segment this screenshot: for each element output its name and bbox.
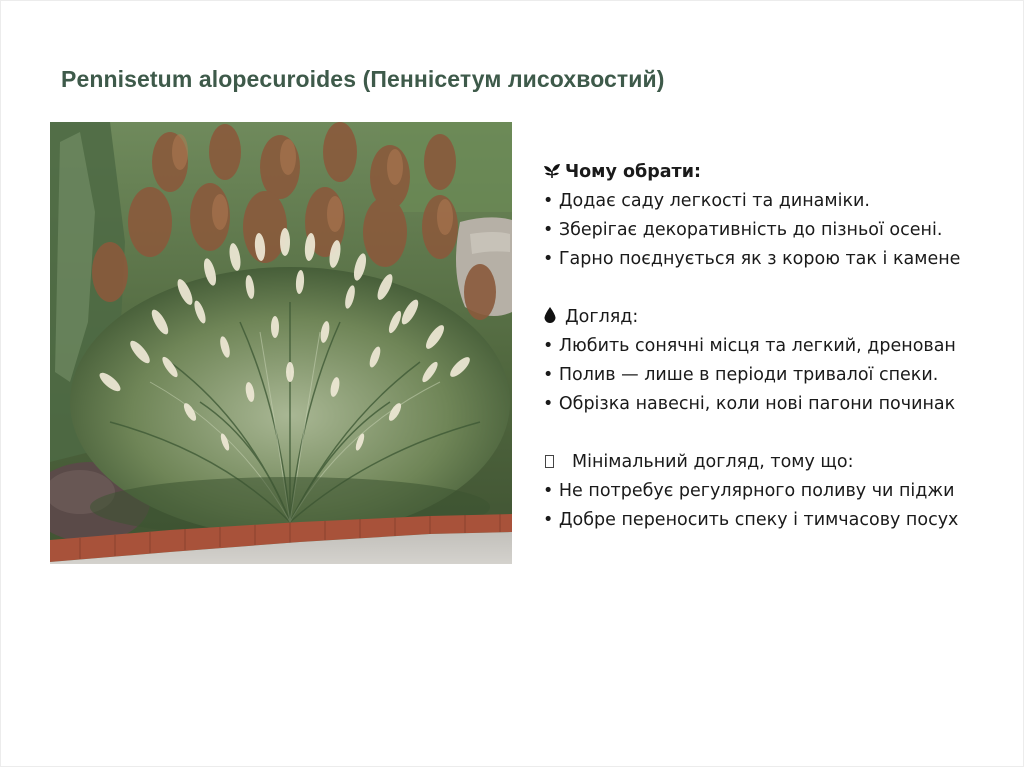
- list-item: • Додає саду легкості та динаміки.: [543, 191, 870, 211]
- seedling-icon: [543, 158, 565, 187]
- droplet-icon: [543, 303, 565, 332]
- section-minimal-title: Мінімальний догляд, тому що:: [572, 452, 854, 472]
- missing-glyph-icon: [545, 455, 554, 468]
- slide-title: Pennisetum alopecuroides (Пеннісетум лисохвостий): [61, 66, 665, 92]
- section-why-title: Чому обрати:: [565, 162, 701, 182]
- list-item: • Гарно поєднується як з корою так і камене: [543, 249, 961, 269]
- list-item: • Не потребує регулярного поливу чи піджи: [543, 481, 955, 501]
- section-care-heading: [543, 303, 1024, 332]
- section-gap: [543, 419, 1024, 448]
- plant-description: [543, 158, 1024, 535]
- list-item: • Обрізка навесні, коли нові пагони починак: [543, 394, 956, 414]
- plant-photo: [50, 122, 512, 564]
- list-item: • Добре переносить спеку і тимчасову посух: [543, 510, 959, 530]
- section-why-heading: [543, 158, 1024, 187]
- section-care-title: Догляд:: [565, 307, 639, 327]
- section-minimal-heading: [543, 448, 1024, 477]
- section-gap: [543, 274, 1024, 303]
- list-item: • Полив — лише в періоди тривалої спеки.: [543, 365, 939, 385]
- list-item: • Любить сонячні місця та легкий, дренован: [543, 336, 956, 356]
- list-item: • Зберігає декоративність до пізньої осені.: [543, 220, 943, 240]
